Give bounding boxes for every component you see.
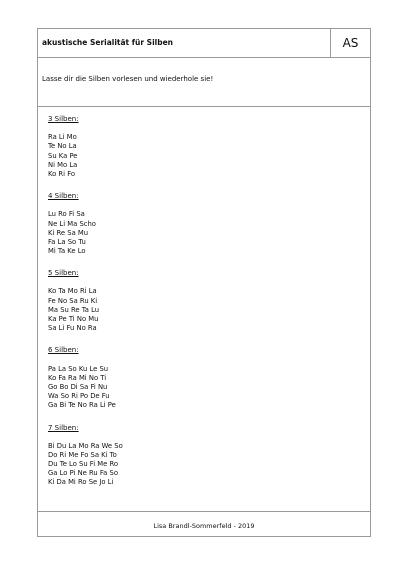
- section-4-syllables: [48, 192, 348, 256]
- syllable-sequence: Ko Ta Mo Ri La: [48, 287, 97, 296]
- section-title: 3 Silben:: [48, 115, 79, 123]
- syllable-sequence: Wa So Ri Po De Fu: [48, 392, 110, 401]
- syllable-sequence: Ka Pe Ti No Mu: [48, 315, 99, 323]
- syllable-sequence: Sa Li Fu No Ra: [48, 324, 97, 333]
- syllable-sequence: Go Bo Di Sa Fi Nu: [48, 382, 108, 391]
- instruction-text: Lasse dir die Silben vorlesen und wiederhole sie!: [42, 75, 214, 83]
- syllable-sequence: Fa La So Tu: [48, 237, 86, 246]
- section-title: 5 Silben:: [48, 269, 79, 278]
- syllable-sequence: Ga Lo Pi Ne Ru Fa So: [48, 469, 118, 478]
- syllable-sequence: Mi Ta Ke Lo: [48, 247, 86, 256]
- footer-credit: Lisa Brandl-Sommerfeld - 2019: [153, 522, 255, 530]
- worksheet: [37, 28, 371, 537]
- syllable-sequence: Fe No Sa Ru Ki: [48, 296, 98, 305]
- instruction-row: [38, 57, 370, 107]
- syllable-sequence: Ni Mo La: [48, 160, 78, 169]
- worksheet-title: akustische Serialität für Silben: [42, 38, 174, 47]
- syllable-sequence: Bi Du La Mo Ra We So: [48, 441, 123, 450]
- syllable-sequence: Su Ka Pe: [48, 151, 78, 160]
- syllable-sequence: Te No La: [48, 142, 77, 151]
- section-title: 6 Silben:: [48, 346, 79, 355]
- syllable-sequence: Do Ri Me Fo Sa Ki To: [48, 450, 117, 459]
- worksheet-code: AS: [330, 29, 370, 57]
- section-3-syllables: [48, 115, 348, 179]
- section-6-syllables: [48, 346, 348, 410]
- syllable-sequence: Ki Re Sa Mu: [48, 228, 89, 237]
- section-title: 4 Silben:: [48, 192, 79, 201]
- section-7-syllables: [48, 424, 348, 488]
- footer-divider: [38, 511, 370, 512]
- header-row: [38, 29, 370, 58]
- section-title: 7 Silben:: [48, 423, 79, 432]
- syllable-list: [48, 115, 348, 501]
- syllable-sequence: Pa La So Ku Le Su: [48, 364, 109, 373]
- syllable-sequence: Ko Fa Ra Mi No Ti: [48, 373, 107, 382]
- syllable-sequence: Du Te Lo Su Fi Me Ro: [48, 460, 119, 469]
- syllable-sequence: Lu Ro Fi Sa: [48, 210, 85, 219]
- syllable-sequence: Ko Ri Fo: [48, 169, 76, 178]
- syllable-sequence: Ra Li Mo: [48, 133, 77, 142]
- syllable-sequence: Ga Bi Te No Ra Li Pe: [48, 401, 116, 410]
- syllable-sequence: Ki Da Mi Ro Se Jo Li: [48, 478, 114, 487]
- syllable-sequence: Ne Li Ma Scho: [48, 219, 96, 228]
- section-5-syllables: [48, 269, 348, 333]
- syllable-sequence: Ma Su Re Ta Lu: [48, 305, 100, 314]
